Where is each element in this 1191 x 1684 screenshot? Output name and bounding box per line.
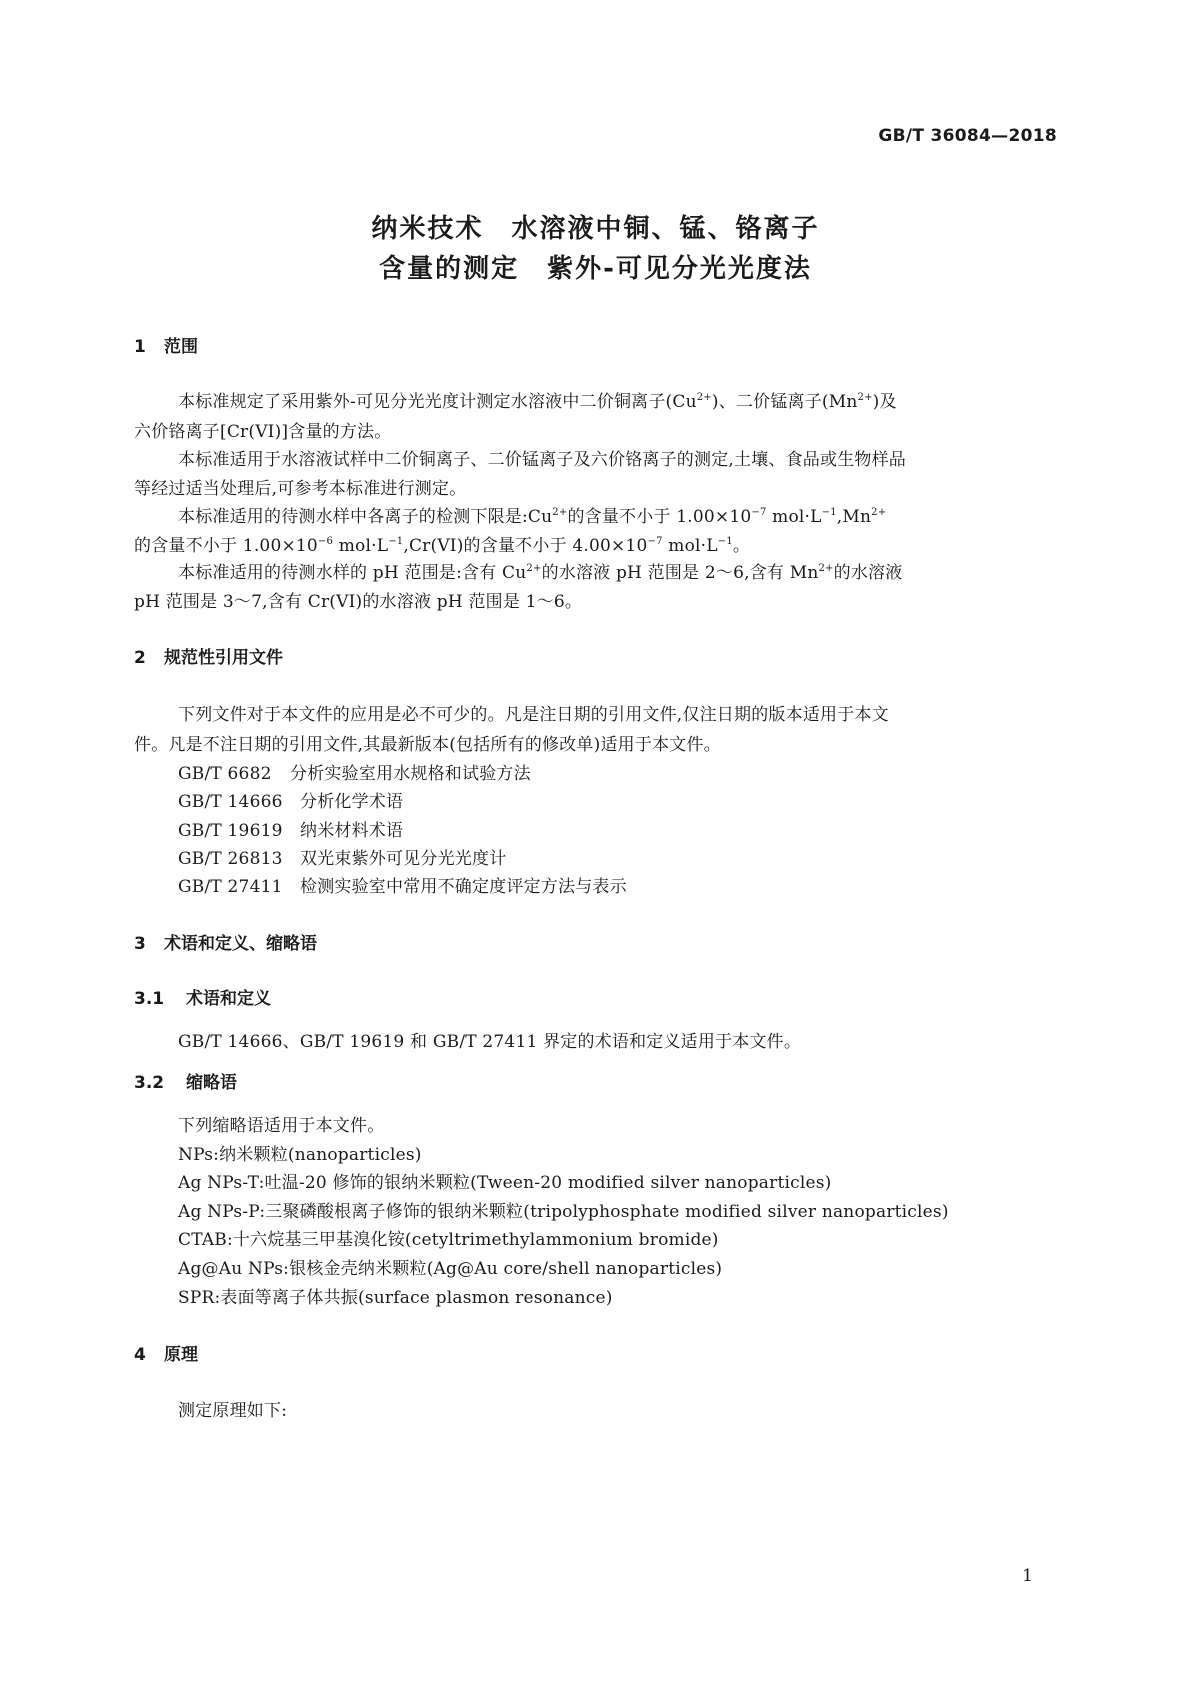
text-run: 的含量不小于 1.00×10 [567, 507, 752, 527]
section-1-heading [134, 332, 198, 357]
superscript: −1 [388, 536, 404, 547]
standard-code: GB/T 36084—2018 [878, 126, 1057, 146]
reference-code: GB/T 26813 [178, 849, 283, 869]
document-title-line-1: 纳米技术 水溶液中铜、锰、铬离子 [371, 214, 820, 244]
text-run: 的水溶液 [833, 563, 903, 583]
scope-paragraph-1-line-1 [178, 387, 897, 412]
superscript: 2+ [871, 507, 887, 518]
text-run: mol·L [662, 536, 718, 556]
reference-title: 检测实验室中常用不确定度评定方法与表示 [300, 877, 627, 897]
text-run: 本标准适用的待测水样中各离子的检测下限是:Cu [178, 507, 553, 527]
section-title: 术语和定义 [186, 989, 271, 1009]
abbreviation-item: NPs:纳米颗粒(nanoparticles) [178, 1145, 422, 1165]
superscript: −7 [647, 536, 663, 547]
section-number: 2 [134, 648, 146, 668]
abbreviation-item: CTAB:十六烷基三甲基溴化铵(cetyltrimethylammonium bromide) [178, 1230, 719, 1250]
section-4-heading [134, 1340, 198, 1365]
reference-item [178, 816, 403, 841]
abbreviation-item: Ag NPs-P:三聚磷酸根离子修饰的银纳米颗粒(tripolyphosphate modified silver nanoparticles) [178, 1202, 949, 1222]
scope-paragraph-3-line-1 [178, 502, 886, 527]
section-number: 1 [134, 337, 146, 357]
superscript: 2+ [696, 392, 712, 403]
section-number: 3 [134, 934, 146, 954]
reference-item [178, 844, 506, 869]
reference-code: GB/T 19619 [178, 821, 283, 841]
scope-paragraph-2-line-1: 本标准适用于水溶液试样中二价铜离子、二价锰离子及六价铬离子的测定,土壤、食品或生物样品 [178, 450, 907, 470]
text-run: ,Mn [836, 507, 872, 527]
principle-text: 测定原理如下: [178, 1401, 288, 1421]
section-title: 原理 [164, 1345, 198, 1365]
scope-paragraph-4-line-1 [178, 558, 902, 583]
text-run: 本标准规定了采用紫外-可见分光光度计测定水溶液中二价铜离子(Cu [178, 392, 697, 412]
reference-item [178, 759, 531, 784]
section-number: 3.2 [134, 1073, 165, 1093]
section-title: 缩略语 [186, 1073, 237, 1093]
superscript: −7 [751, 507, 767, 518]
section-title: 范围 [164, 337, 198, 357]
references-intro-line-2: 件。凡是不注日期的引用文件,其最新版本(包括所有的修改单)适用于本文件。 [134, 735, 721, 755]
reference-title: 纳米材料术语 [300, 821, 404, 841]
reference-title: 分析实验室用水规格和试验方法 [290, 764, 531, 784]
text-run: mol·L [333, 536, 389, 556]
section-number: 4 [134, 1345, 146, 1365]
superscript: 2+ [526, 563, 542, 574]
section-title: 规范性引用文件 [164, 648, 283, 668]
section-3-heading [134, 929, 317, 954]
abbreviation-item: SPR:表面等离子体共振(surface plasmon resonance) [178, 1288, 613, 1308]
superscript: 2+ [818, 563, 834, 574]
superscript: −1 [821, 507, 837, 518]
abbreviations-intro: 下列缩略语适用于本文件。 [178, 1116, 385, 1136]
section-2-heading [134, 643, 283, 668]
reference-code: GB/T 14666 [178, 792, 283, 812]
superscript: 2+ [857, 392, 873, 403]
document-title-line-2: 含量的测定 紫外-可见分光光度法 [379, 254, 812, 284]
scope-paragraph-2-line-2: 等经过适当处理后,可参考本标准进行测定。 [134, 479, 467, 499]
text-run: )、二价锰离子(Mn [711, 392, 858, 412]
section-number: 3.1 [134, 989, 165, 1009]
superscript: −1 [717, 536, 733, 547]
abbreviation-item: Ag@Au NPs:银核金壳纳米颗粒(Ag@Au core/shell nanoparticles) [178, 1259, 723, 1279]
section-3-2-heading [134, 1068, 237, 1093]
reference-item [178, 787, 403, 812]
reference-code: GB/T 27411 [178, 877, 283, 897]
scope-paragraph-3-line-2 [134, 531, 750, 556]
text-run: 的水溶液 pH 范围是 2～6,含有 Mn [541, 563, 819, 583]
reference-title: 分析化学术语 [300, 792, 404, 812]
text-run: mol·L [766, 507, 822, 527]
text-run: 。 [732, 536, 751, 556]
page-number: 1 [1022, 1566, 1033, 1586]
abbreviation-item: Ag NPs-T:吐温-20 修饰的银纳米颗粒(Tween-20 modified silver nanoparticles) [178, 1173, 832, 1193]
reference-title: 双光束紫外可见分光光度计 [300, 849, 507, 869]
terms-definitions-text: GB/T 14666、GB/T 19619 和 GB/T 27411 界定的术语和定义适用于本文件。 [178, 1032, 802, 1052]
text-run: )及 [872, 392, 897, 412]
section-3-1-heading [134, 984, 271, 1009]
superscript: −6 [317, 536, 334, 547]
reference-code: GB/T 6682 [178, 764, 272, 784]
text-run: 本标准适用的待测水样的 pH 范围是:含有 Cu [178, 563, 527, 583]
section-title: 术语和定义、缩略语 [164, 934, 317, 954]
text-run: ,Cr(VI)的含量不小于 4.00×10 [403, 536, 648, 556]
references-intro-line-1: 下列文件对于本文件的应用是必不可少的。凡是注日期的引用文件,仅注日期的版本适用于本文 [178, 705, 889, 725]
superscript: 2+ [552, 507, 568, 518]
text-run: 的含量不小于 1.00×10 [134, 536, 318, 556]
scope-paragraph-4-line-2: pH 范围是 3～7,含有 Cr(VI)的水溶液 pH 范围是 1～6。 [134, 592, 583, 612]
scope-paragraph-1-line-2: 六价铬离子[Cr(VI)]含量的方法。 [134, 422, 392, 442]
reference-item [178, 872, 627, 897]
